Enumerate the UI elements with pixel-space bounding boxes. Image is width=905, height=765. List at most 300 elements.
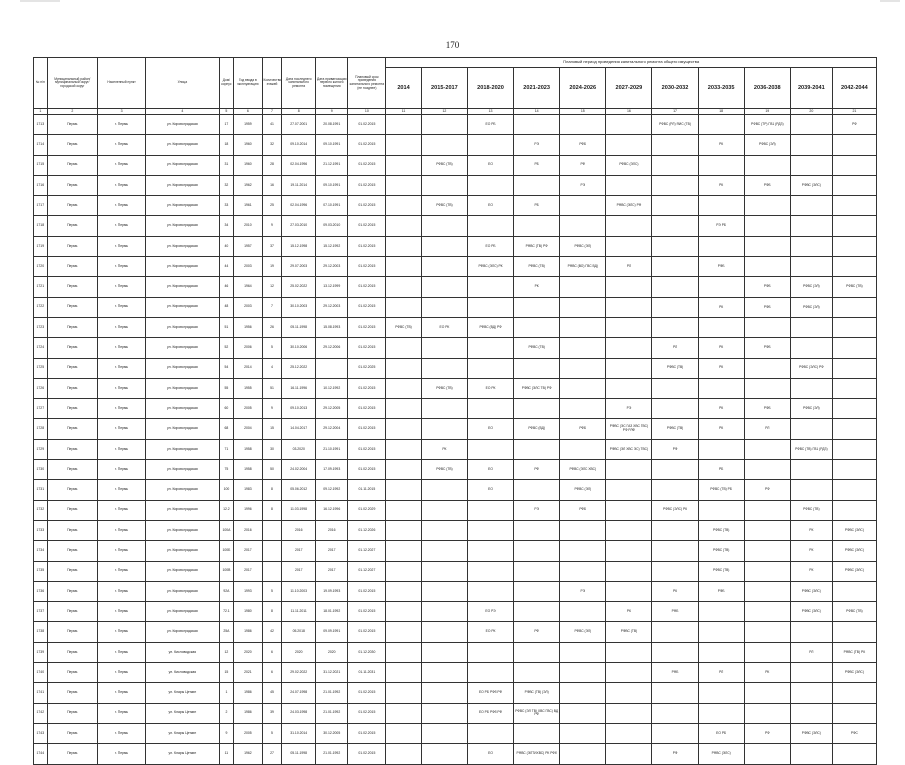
work-cell: РФВС (ЭЛ) xyxy=(790,297,832,317)
table-row xyxy=(34,460,877,480)
work-cell xyxy=(652,642,698,662)
planned-term-cell: 01.12.2027 xyxy=(348,541,386,561)
column-index: 4 xyxy=(146,109,219,115)
work-cell xyxy=(386,135,422,155)
privatization-date-cell: 21.01.1992 xyxy=(315,744,348,764)
last-repair-date-cell: 15.12.1998 xyxy=(282,236,316,256)
table-row xyxy=(34,541,877,561)
work-cell xyxy=(832,622,876,642)
street-cell: ул. Кировоградская xyxy=(146,115,219,135)
work-cell xyxy=(744,561,790,581)
work-cell xyxy=(560,541,606,561)
column-index: 11 xyxy=(386,109,422,115)
work-cell xyxy=(744,683,790,703)
work-cell xyxy=(652,196,698,216)
work-cell xyxy=(386,236,422,256)
work-cell xyxy=(652,175,698,195)
floors-cell: 37 xyxy=(262,236,282,256)
last-repair-date-cell: 2020 xyxy=(282,642,316,662)
work-cell xyxy=(560,520,606,540)
column-index: 21 xyxy=(832,109,876,115)
table-row xyxy=(34,561,877,581)
work-cell xyxy=(606,115,652,135)
street-cell: ул. Кировоградская xyxy=(146,135,219,155)
work-cell: ЕО РБ xyxy=(467,115,513,135)
year-built-cell: 1986 xyxy=(234,683,262,703)
work-cell xyxy=(652,683,698,703)
work-cell xyxy=(832,358,876,378)
column-index: 17 xyxy=(652,109,698,115)
street-cell: ул. Кировоградская xyxy=(146,460,219,480)
work-cell xyxy=(652,399,698,419)
planned-term-cell: 01.02.2015 xyxy=(348,196,386,216)
planned-term-cell: 01.02.2015 xyxy=(348,439,386,459)
privatization-date-cell: 18.01.1992 xyxy=(315,602,348,622)
work-cell xyxy=(832,683,876,703)
house-cell: 9 xyxy=(219,723,234,743)
planned-term-cell: 01.02.2015 xyxy=(348,216,386,236)
work-cell: ЕО xyxy=(467,196,513,216)
floors-cell: 8 xyxy=(262,500,282,520)
work-cell: РК xyxy=(698,419,744,439)
settlement-cell: г. Пермь xyxy=(97,277,145,297)
floors-cell: 5 xyxy=(262,723,282,743)
privatization-date-cell: 21.10.1991 xyxy=(315,439,348,459)
privatization-date-cell: 09.12.1992 xyxy=(315,480,348,500)
work-cell xyxy=(386,500,422,520)
column-index: 19 xyxy=(744,109,790,115)
floors-cell: 9 xyxy=(262,399,282,419)
work-cell xyxy=(652,723,698,743)
row-number: 1718 xyxy=(34,216,48,236)
house-cell: 100А xyxy=(219,520,234,540)
privatization-date-cell: 15.12.1992 xyxy=(315,236,348,256)
privatization-date-cell: 29.12.2005 xyxy=(315,399,348,419)
work-cell xyxy=(652,257,698,277)
work-cell xyxy=(744,642,790,662)
planned-term-cell: 01.02.2015 xyxy=(348,399,386,419)
year-built-cell: 1983 xyxy=(234,480,262,500)
privatization-date-cell: 09.03.2010 xyxy=(315,216,348,236)
work-cell xyxy=(514,602,560,622)
work-cell xyxy=(421,581,467,601)
street-cell: ул. Кировоградская xyxy=(146,419,219,439)
col-head-street: Улица xyxy=(146,58,219,109)
work-cell: РФ xyxy=(744,723,790,743)
work-cell xyxy=(606,703,652,723)
work-cell: РК xyxy=(698,297,744,317)
work-cell xyxy=(832,581,876,601)
municipality-cell: Пермь xyxy=(47,642,97,662)
planned-term-cell: 01.02.2015 xyxy=(348,338,386,358)
work-cell xyxy=(606,297,652,317)
work-cell: РФБ xyxy=(744,297,790,317)
last-repair-date-cell: 27.07.2001 xyxy=(282,115,316,135)
col-head-house: Дом/корпус xyxy=(219,58,234,109)
municipality-cell: Пермь xyxy=(47,216,97,236)
column-index: 8 xyxy=(282,109,316,115)
work-cell xyxy=(386,683,422,703)
work-cell xyxy=(652,297,698,317)
year-built-cell: 2005 xyxy=(234,723,262,743)
floors-cell: 25 xyxy=(262,196,282,216)
settlement-cell: г. Пермь xyxy=(97,236,145,256)
work-cell: РФБ xyxy=(744,175,790,195)
floors-cell: 15 xyxy=(262,419,282,439)
privatization-date-cell: 09.10.1991 xyxy=(315,135,348,155)
work-cell: РК xyxy=(698,338,744,358)
work-cell xyxy=(698,500,744,520)
work-cell xyxy=(560,297,606,317)
planned-term-cell: 01.02.2015 xyxy=(348,460,386,480)
year-built-cell: 2003 xyxy=(234,257,262,277)
year-built-cell: 1955 xyxy=(234,378,262,398)
privatization-date-cell: 30.12.2005 xyxy=(315,723,348,743)
last-repair-date-cell: 05.2018 xyxy=(282,622,316,642)
work-cell xyxy=(698,378,744,398)
work-cell: РК xyxy=(744,663,790,683)
floors-cell: 5 xyxy=(262,338,282,358)
last-repair-date-cell: 31.10.2014 xyxy=(282,723,316,743)
house-cell: 92А xyxy=(219,581,234,601)
municipality-cell: Пермь xyxy=(47,520,97,540)
work-cell xyxy=(386,520,422,540)
street-cell: ул. Кировоградская xyxy=(146,399,219,419)
privatization-date-cell: 21.01.1992 xyxy=(315,683,348,703)
work-cell xyxy=(790,460,832,480)
row-number: 1729 xyxy=(34,439,48,459)
house-cell: 2 xyxy=(219,703,234,723)
settlement-cell: г. Пермь xyxy=(97,683,145,703)
settlement-cell: г. Пермь xyxy=(97,602,145,622)
column-index: 10 xyxy=(348,109,386,115)
work-cell xyxy=(514,520,560,540)
work-cell xyxy=(832,175,876,195)
settlement-cell: г. Пермь xyxy=(97,378,145,398)
work-cell: РФБ xyxy=(744,399,790,419)
municipality-cell: Пермь xyxy=(47,317,97,337)
year-built-cell: 2021 xyxy=(234,663,262,683)
work-cell: РЛ xyxy=(698,663,744,683)
row-number: 1720 xyxy=(34,257,48,277)
column-index: 14 xyxy=(514,109,560,115)
work-cell xyxy=(386,338,422,358)
work-cell xyxy=(386,602,422,622)
work-cell xyxy=(560,439,606,459)
municipality-cell: Пермь xyxy=(47,277,97,297)
last-repair-date-cell: 11.10.2003 xyxy=(282,581,316,601)
work-cell: РК xyxy=(514,277,560,297)
work-cell xyxy=(421,115,467,135)
privatization-date-cell: 21.01.1992 xyxy=(315,703,348,723)
street-cell: ул. Клары Цеткин xyxy=(146,683,219,703)
table-row xyxy=(34,663,877,683)
work-cell xyxy=(467,723,513,743)
year-built-cell: 1962 xyxy=(234,175,262,195)
work-cell xyxy=(606,744,652,764)
privatization-date-cell: 2016 xyxy=(315,520,348,540)
privatization-date-cell: 29.12.2006 xyxy=(315,338,348,358)
work-cell xyxy=(514,541,560,561)
floors-cell: 8 xyxy=(262,480,282,500)
work-cell xyxy=(514,561,560,581)
work-cell xyxy=(698,622,744,642)
year-built-cell: 2005 xyxy=(234,399,262,419)
row-number: 1721 xyxy=(34,277,48,297)
column-index: 5 xyxy=(219,109,234,115)
work-cell xyxy=(652,703,698,723)
work-cell: РФВС (ЭЛС) РК xyxy=(652,500,698,520)
privatization-date-cell: 29.12.2003 xyxy=(315,297,348,317)
last-repair-date-cell: 19.11.2014 xyxy=(282,175,316,195)
row-number: 1741 xyxy=(34,683,48,703)
work-cell xyxy=(790,236,832,256)
work-cell xyxy=(467,561,513,581)
work-cell xyxy=(560,744,606,764)
floors-cell: 12 xyxy=(262,277,282,297)
work-cell xyxy=(421,358,467,378)
work-cell: РФВС (ТВ) xyxy=(514,257,560,277)
privatization-date-cell: 17.09.1993 xyxy=(315,460,348,480)
planned-term-cell: 01.02.2015 xyxy=(348,602,386,622)
work-cell xyxy=(514,663,560,683)
work-cell: ЕО xyxy=(467,419,513,439)
work-cell xyxy=(790,135,832,155)
work-cell xyxy=(744,602,790,622)
col-head-num: № п/п xyxy=(34,58,48,109)
scan-edge-mark xyxy=(20,0,60,2)
settlement-cell: г. Пермь xyxy=(97,399,145,419)
municipality-cell: Пермь xyxy=(47,155,97,175)
street-cell: ул. Кировоградская xyxy=(146,358,219,378)
work-cell xyxy=(606,581,652,601)
row-number: 1740 xyxy=(34,663,48,683)
floors-cell: 50 xyxy=(262,460,282,480)
last-repair-date-cell: 24.02.2004 xyxy=(282,460,316,480)
year-built-cell: 1957 xyxy=(234,236,262,256)
work-cell: РК xyxy=(698,399,744,419)
table-row xyxy=(34,723,877,743)
work-cell xyxy=(421,683,467,703)
table-row xyxy=(34,683,877,703)
work-cell: РФВС (ВО) ГВС ВД) xyxy=(560,257,606,277)
work-cell xyxy=(514,581,560,601)
work-cell xyxy=(744,541,790,561)
last-repair-date-cell: 2016 xyxy=(282,520,316,540)
work-cell xyxy=(514,642,560,662)
year-built-cell: 1958 xyxy=(234,439,262,459)
row-number: 1731 xyxy=(34,480,48,500)
work-cell xyxy=(606,723,652,743)
settlement-cell: г. Пермь xyxy=(97,480,145,500)
work-cell xyxy=(514,175,560,195)
table-row xyxy=(34,581,877,601)
house-cell: 51 xyxy=(219,317,234,337)
work-cell xyxy=(467,642,513,662)
privatization-date-cell: 15.08.1993 xyxy=(315,317,348,337)
last-repair-date-cell: 02.04.1996 xyxy=(282,155,316,175)
work-cell xyxy=(467,581,513,601)
work-cell xyxy=(744,155,790,175)
work-cell xyxy=(652,216,698,236)
work-cell xyxy=(514,297,560,317)
work-cell xyxy=(832,744,876,764)
planned-term-cell: 01.12.2027 xyxy=(348,561,386,581)
work-cell xyxy=(790,703,832,723)
privatization-date-cell xyxy=(315,358,348,378)
privatization-date-cell: 13.12.1999 xyxy=(315,277,348,297)
work-cell xyxy=(652,155,698,175)
work-cell xyxy=(790,683,832,703)
privatization-date-cell: 07.10.1991 xyxy=(315,196,348,216)
planned-term-cell: 01.02.2015 xyxy=(348,175,386,195)
work-cell: РФБ xyxy=(698,257,744,277)
row-number: 1739 xyxy=(34,642,48,662)
street-cell: ул. Кисловодская xyxy=(146,663,219,683)
work-cell xyxy=(386,175,422,195)
work-cell: РФВС (ТВ) xyxy=(386,317,422,337)
year-built-cell: 2020 xyxy=(234,642,262,662)
street-cell: ул. Кировоградская xyxy=(146,500,219,520)
floors-cell: 5 xyxy=(262,581,282,601)
work-cell: РК xyxy=(790,541,832,561)
work-cell xyxy=(652,541,698,561)
work-cell xyxy=(790,663,832,683)
period-header: 2024-2026 xyxy=(560,68,606,109)
table-row xyxy=(34,338,877,358)
row-number: 1735 xyxy=(34,561,48,581)
settlement-cell: г. Пермь xyxy=(97,663,145,683)
work-cell: РФС xyxy=(832,723,876,743)
work-cell: РФВС (ЭЛС) РФ xyxy=(790,358,832,378)
work-cell: РФВС (ЭЛ) xyxy=(560,622,606,642)
work-cell xyxy=(652,622,698,642)
column-index: 3 xyxy=(97,109,145,115)
work-cell xyxy=(421,723,467,743)
street-cell: ул. Кировоградская xyxy=(146,297,219,317)
work-cell: РЛ xyxy=(744,419,790,439)
work-cell xyxy=(744,236,790,256)
work-cell xyxy=(606,520,652,540)
work-cell: РФВС (ТВ) xyxy=(698,520,744,540)
row-number: 1713 xyxy=(34,115,48,135)
privatization-date-cell: 2017 xyxy=(315,561,348,581)
planned-term-cell: 01.02.2015 xyxy=(348,622,386,642)
work-cell: РФ xyxy=(652,744,698,764)
work-cell: РФВС (ЭЛ) xyxy=(560,236,606,256)
work-cell xyxy=(744,520,790,540)
work-cell xyxy=(744,257,790,277)
settlement-cell: г. Пермь xyxy=(97,257,145,277)
row-number: 1722 xyxy=(34,297,48,317)
work-cell xyxy=(698,196,744,216)
work-cell: РФ xyxy=(560,155,606,175)
house-cell: 25А xyxy=(219,622,234,642)
work-cell xyxy=(606,460,652,480)
planned-term-cell: 01.02.2015 xyxy=(348,378,386,398)
municipality-cell: Пермь xyxy=(47,480,97,500)
row-number: 1714 xyxy=(34,135,48,155)
work-cell: РК xyxy=(652,581,698,601)
work-cell: РЭ xyxy=(560,175,606,195)
house-cell: 15 xyxy=(219,663,234,683)
work-cell xyxy=(606,663,652,683)
work-cell: РФВС (ЭЛС) xyxy=(832,663,876,683)
street-cell: ул. Кировоградская xyxy=(146,317,219,337)
work-cell xyxy=(560,196,606,216)
settlement-cell: г. Пермь xyxy=(97,581,145,601)
work-cell: ЕО xyxy=(467,744,513,764)
work-cell xyxy=(467,358,513,378)
work-cell xyxy=(386,642,422,662)
work-cell xyxy=(790,155,832,175)
work-cell: РФ xyxy=(744,480,790,500)
table-row xyxy=(34,602,877,622)
house-cell: 71 xyxy=(219,439,234,459)
work-cell: РФВС (ЭЛТИХВС) РК РФб xyxy=(514,744,560,764)
work-cell xyxy=(832,338,876,358)
planned-term-cell: 01.02.2015 xyxy=(348,723,386,743)
work-cell xyxy=(744,317,790,337)
last-repair-date-cell: 02.04.1996 xyxy=(282,196,316,216)
work-cell: РЛ xyxy=(790,642,832,662)
row-number: 1728 xyxy=(34,419,48,439)
work-cell xyxy=(652,561,698,581)
table-row xyxy=(34,216,877,236)
table-row xyxy=(34,622,877,642)
work-cell xyxy=(386,297,422,317)
work-cell xyxy=(832,155,876,175)
floors-cell: 26 xyxy=(262,317,282,337)
planned-term-cell: 01.11.2015 xyxy=(348,480,386,500)
row-number: 1734 xyxy=(34,541,48,561)
work-cell xyxy=(832,236,876,256)
work-cell: РЭ xyxy=(514,500,560,520)
last-repair-date-cell: 25.12.2022 xyxy=(282,358,316,378)
work-cell xyxy=(698,703,744,723)
settlement-cell: г. Пермь xyxy=(97,541,145,561)
planned-term-cell: 01.02.2015 xyxy=(348,744,386,764)
floors-cell: 28 xyxy=(262,155,282,175)
work-cell: РК xyxy=(698,358,744,378)
work-cell xyxy=(832,480,876,500)
row-number: 1737 xyxy=(34,602,48,622)
work-cell xyxy=(386,196,422,216)
work-cell: РФВС (ЭЛ) xyxy=(790,399,832,419)
municipality-cell: Пермь xyxy=(47,460,97,480)
floors-cell: 45 xyxy=(262,683,282,703)
work-cell: РФВС (ТВ) xyxy=(606,622,652,642)
last-repair-date-cell: 09.10.2014 xyxy=(282,135,316,155)
work-cell: РФВС (ЭЛС) xyxy=(790,723,832,743)
work-cell: РФВС (ЭЛ) xyxy=(744,135,790,155)
work-cell xyxy=(560,277,606,297)
house-cell: 60 xyxy=(219,399,234,419)
privatization-date-cell: 09.10.1991 xyxy=(315,175,348,195)
work-cell: РФВС (ВД) xyxy=(514,419,560,439)
col-head-privatization: Дата приватизации первого жилого помещения xyxy=(315,58,348,109)
privatization-date-cell: 19.09.1993 xyxy=(315,581,348,601)
work-cell: РЭ xyxy=(560,581,606,601)
last-repair-date-cell: 2017 xyxy=(282,561,316,581)
street-cell: ул. Кировоградская xyxy=(146,480,219,500)
floors-cell: 8 xyxy=(262,602,282,622)
work-cell: ЕО xyxy=(467,155,513,175)
planned-term-cell: 01.02.2025 xyxy=(348,358,386,378)
work-cell xyxy=(698,439,744,459)
work-cell: РФВС (ТВ) xyxy=(832,602,876,622)
work-cell: ЕО РК xyxy=(467,378,513,398)
